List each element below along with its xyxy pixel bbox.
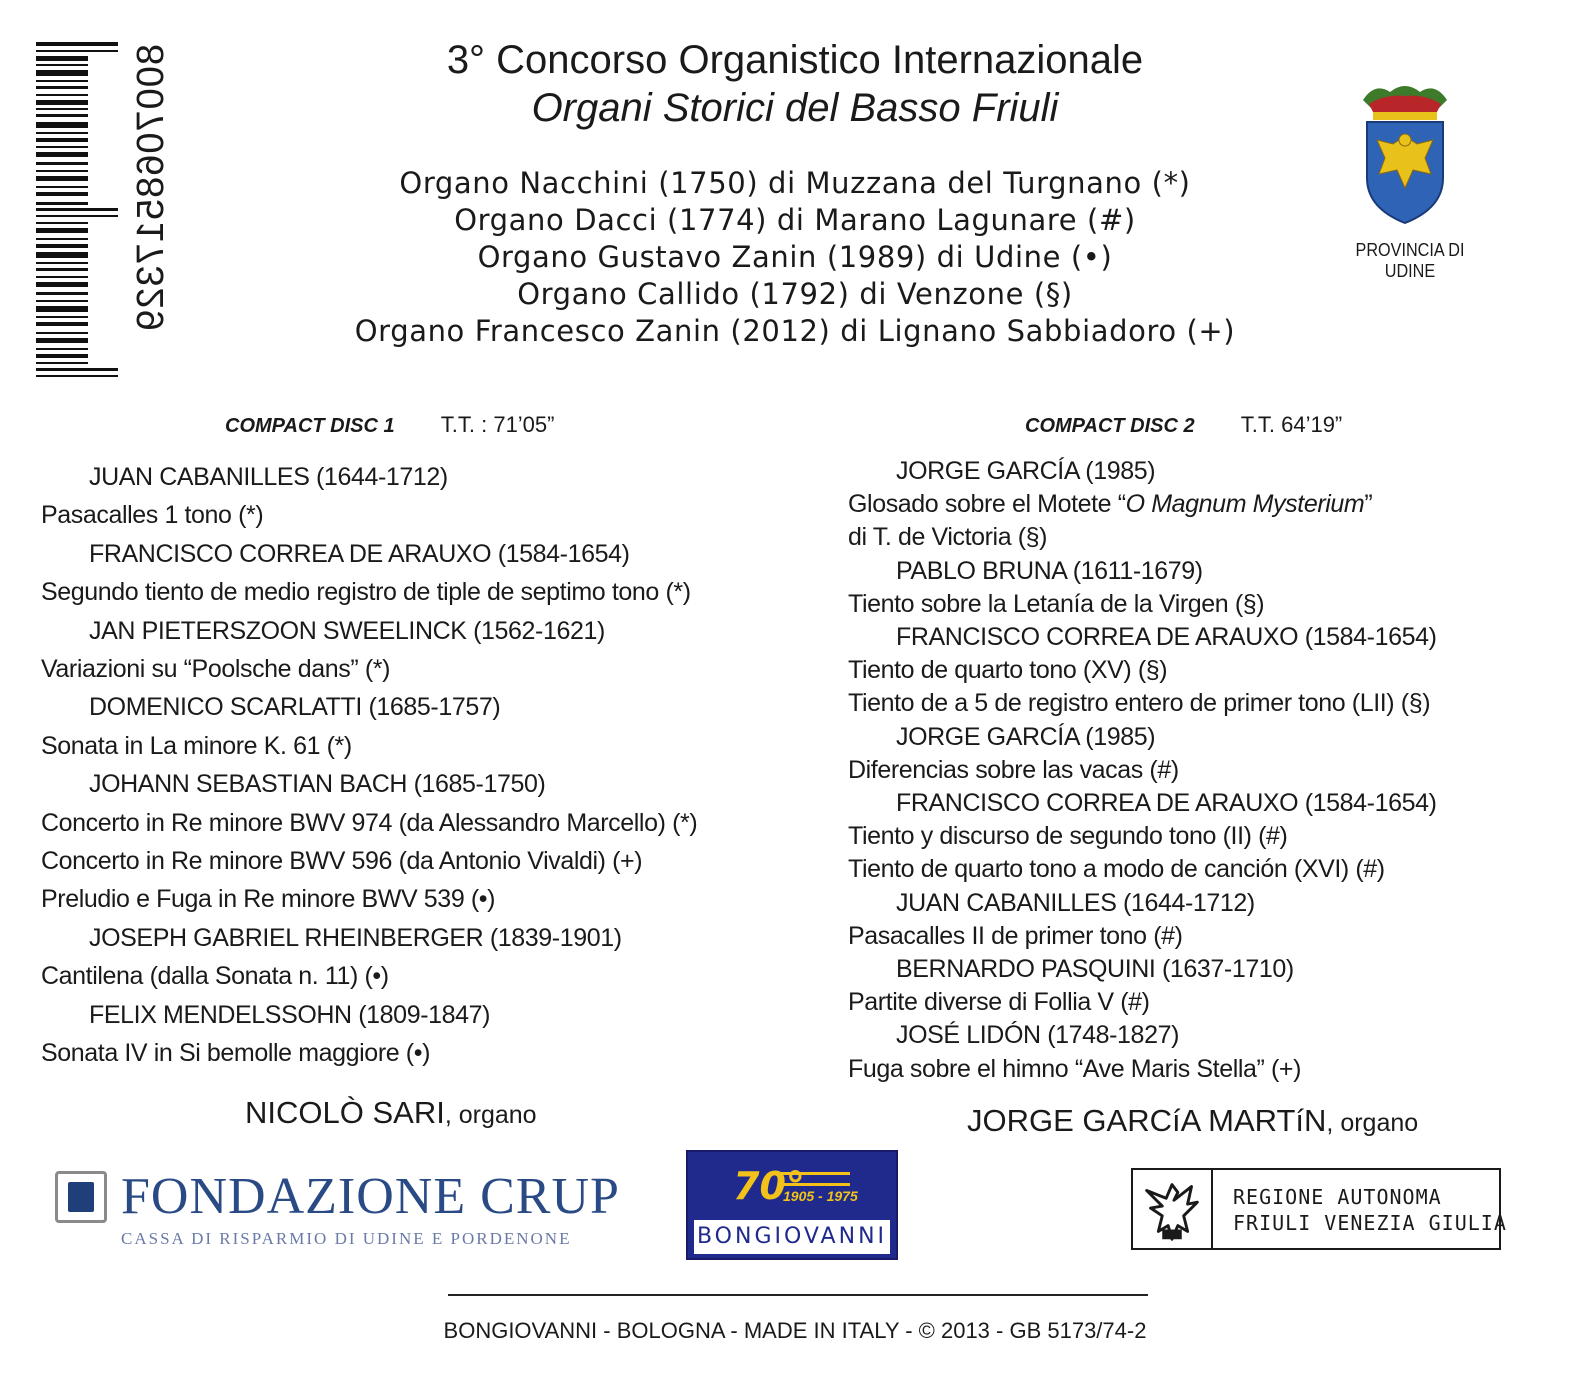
work-line: Diferencias sobre las vacas (#): [848, 755, 1179, 784]
barcode-digits: 8007068517329: [130, 44, 172, 332]
composer-line: DOMENICO SCARLATTI (1685-1757): [89, 693, 501, 722]
disc1-label: COMPACT DISC 1: [225, 415, 395, 437]
disc2-label: COMPACT DISC 2: [1025, 415, 1195, 437]
work-title-italic: O Magnum Mysterium: [1125, 490, 1365, 519]
composer-line: FRANCISCO CORREA DE ARAUXO (1584-1654): [89, 539, 630, 568]
composer-line: JOSÉ LIDÓN (1748-1827): [896, 1021, 1179, 1050]
bongiovanni-stripes: [780, 1172, 850, 1186]
composer-line: JOHANN SEBASTIAN BACH (1685-1750): [89, 770, 546, 799]
regione-line: REGIONE AUTONOMA: [1233, 1185, 1442, 1209]
composer-line: FRANCISCO CORREA DE ARAUXO (1584-1654): [896, 789, 1437, 818]
disc2-header: [1025, 412, 1342, 438]
composer-line: JAN PIETERSZOON SWEELINCK (1562-1621): [89, 616, 605, 645]
page-title: 3° Concorso Organistico Internazionale: [446, 38, 1144, 82]
work-line: Variazioni su “Poolsche dans” (*): [41, 655, 390, 684]
composer-line: FELIX MENDELSSOHN (1809-1847): [89, 1000, 491, 1029]
disc2-tracklist: [848, 455, 1437, 1086]
composer-line: BERNARDO PASQUINI (1637-1710): [896, 955, 1294, 984]
disc1-header: [225, 412, 554, 438]
work-line: Cantilena (dalla Sonata n. 11) (•): [41, 962, 389, 991]
organ-line: Organo Francesco Zanin (2012) di Lignano Sabbiadoro (+): [354, 314, 1236, 348]
work-line: Tiento de quarto tono (XV) (§): [848, 656, 1168, 685]
work-line: Preludio e Fuga in Re minore BWV 539 (•): [41, 885, 496, 914]
disc1-total-time: T.T. : 71’05”: [440, 412, 555, 437]
composer-line: JORGE GARCÍA (1985): [896, 722, 1156, 751]
organ-line: Organo Callido (1792) di Venzone (§): [517, 277, 1073, 311]
work-line: Partite diverse di Follia V (#): [848, 988, 1150, 1017]
work-line: Sonata in La minore K. 61 (*): [41, 731, 352, 760]
work-line: di T. de Victoria (§): [848, 523, 1048, 552]
disc1-performer: [245, 1095, 537, 1131]
province-crest-icon: [1355, 78, 1455, 228]
province-label: PROVINCIA DI UDINE: [1355, 240, 1465, 281]
fondazione-emblem-icon: [55, 1171, 107, 1223]
composer-line: PABLO BRUNA (1611-1679): [896, 556, 1203, 585]
composer-line: JOSEPH GABRIEL RHEINBERGER (1839-1901): [89, 923, 622, 952]
footer-divider: [448, 1294, 1148, 1296]
composer-line: FRANCISCO CORREA DE ARAUXO (1584-1654): [896, 623, 1437, 652]
regione-line: FRIULI VENEZIA GIULIA: [1233, 1211, 1507, 1235]
work-line: Glosado sobre el Motete “O Magnum Mysterium”: [848, 490, 1373, 519]
page-subtitle: Organi Storici del Basso Friuli: [531, 86, 1059, 130]
work-line: Fuga sobre el himno “Ave Maris Stella” (+): [848, 1054, 1302, 1083]
bongiovanni-logo: [686, 1150, 898, 1260]
organ-list: [300, 165, 1290, 350]
composer-line: JORGE GARCÍA (1985): [896, 457, 1156, 485]
work-line: Concerto in Re minore BWV 596 (da Antonio Vivaldi) (+): [41, 847, 643, 876]
organ-line: Organo Nacchini (1750) di Muzzana del Turgnano (*): [399, 166, 1191, 200]
bongiovanni-name: BONGIOVANNI: [694, 1220, 890, 1254]
work-line: Pasacalles 1 tono (*): [41, 501, 264, 530]
regione-text: [1233, 1184, 1507, 1236]
composer-line: JUAN CABANILLES (1644-1712): [896, 888, 1255, 917]
performer-role: , organo: [1326, 1109, 1419, 1137]
composer-line: JUAN CABANILLES (1644-1712): [89, 463, 448, 491]
fondazione-name: FONDAZIONE CRUP: [121, 1168, 620, 1225]
work-line: Tiento y discurso de segundo tono (II) (#): [848, 822, 1288, 851]
work-line: Concerto in Re minore BWV 974 (da Alessandro Marcello) (*): [41, 808, 698, 837]
performer-name: NICOLÒ SARI: [245, 1095, 445, 1130]
eagle-icon: [1133, 1170, 1213, 1248]
regione-fvg-logo: [1131, 1168, 1507, 1250]
work-line: Pasacalles II de primer tono (#): [848, 921, 1183, 950]
work-line: Tiento de quarto tono a modo de canción (XVI) (#): [848, 855, 1385, 884]
footer-credits: BONGIOVANNI - BOLOGNA - MADE IN ITALY - © 2013 - GB 5173/74-2: [443, 1318, 1147, 1343]
organ-line: Organo Gustavo Zanin (1989) di Udine (•): [477, 240, 1113, 274]
disc2-total-time: T.T. 64’19”: [1240, 412, 1343, 437]
disc2-performer: [967, 1103, 1418, 1139]
work-line: Tiento sobre la Letanía de la Virgen (§): [848, 589, 1265, 618]
bongiovanni-anniversary: 70°: [733, 1164, 805, 1208]
performer-name: JORGE GARCíA MARTíN: [967, 1103, 1327, 1138]
fondazione-subtitle: CASSA DI RISPARMIO DI UDINE E PORDENONE: [121, 1229, 572, 1248]
fondazione-crup-logo: [55, 1165, 620, 1265]
work-line: Sonata IV in Si bemolle maggiore (•): [41, 1039, 430, 1068]
performer-role: , organo: [444, 1101, 537, 1129]
organ-line: Organo Dacci (1774) di Marano Lagunare (#): [454, 203, 1136, 237]
disc1-tracklist: [41, 458, 697, 1073]
work-line: Segundo tiento de medio registro de tiple de septimo tono (*): [41, 578, 691, 607]
bongiovanni-years: 1905 - 1975: [783, 1188, 858, 1204]
work-line: Tiento de a 5 de registro entero de primer tono (LII) (§): [848, 689, 1431, 718]
